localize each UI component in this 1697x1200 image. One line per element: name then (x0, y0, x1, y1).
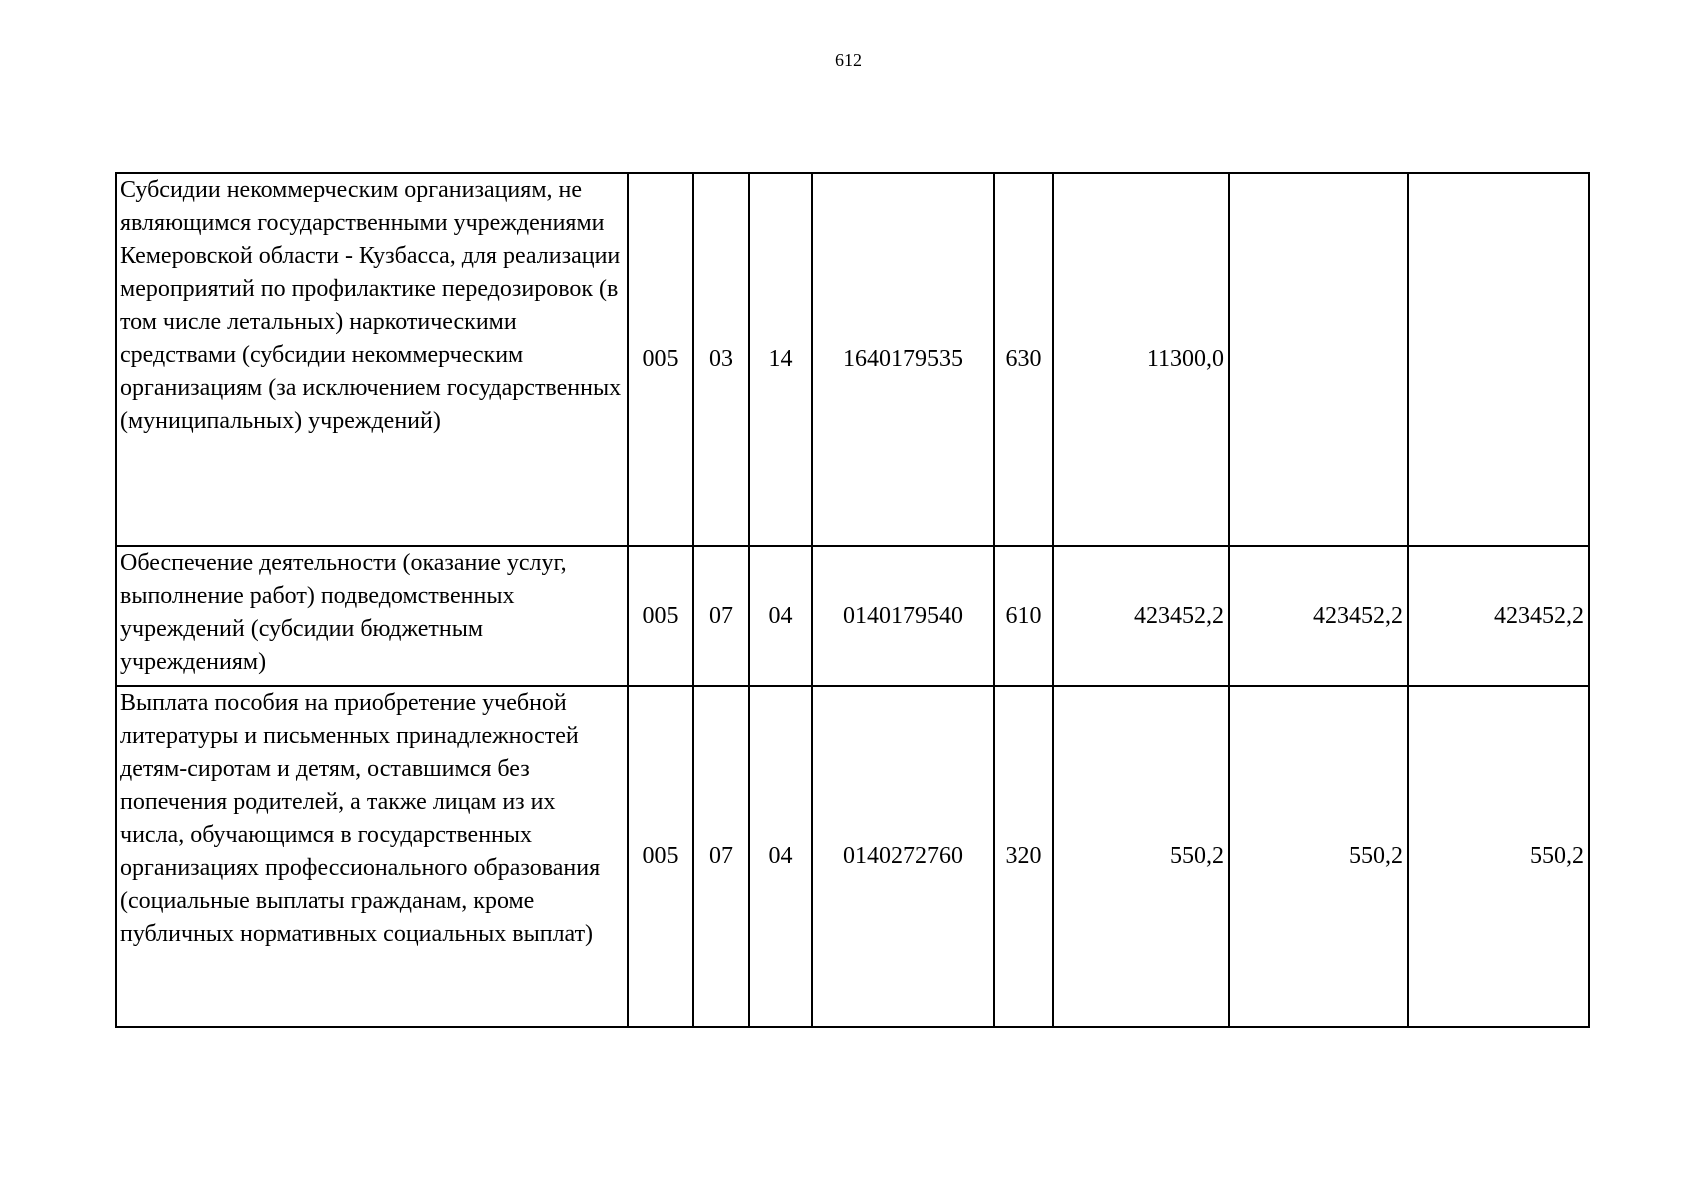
row-description: Выплата пособия на приобретение учебной литературы и письменных принадлежностей детям-сиротам и детям, оставшимся без попечения родителей, а также лицам из их числа, обучающимся в государственных организациях профессионального образования (социальные выплаты гражданам, кроме публичных нормативных социальных выплат) (116, 686, 628, 1027)
ministry-code: 005 (628, 173, 693, 546)
budget-table (115, 172, 1590, 1028)
table-row (116, 173, 1589, 546)
expense-type-code: 610 (994, 546, 1053, 686)
table-row (116, 546, 1589, 686)
subsection-code: 04 (749, 546, 812, 686)
target-article-code: 0140179540 (812, 546, 994, 686)
amount-year-1: 11300,0 (1053, 173, 1229, 546)
subsection-code: 04 (749, 686, 812, 1027)
page-number: 612 (835, 50, 862, 70)
section-code: 07 (693, 546, 749, 686)
ministry-code: 005 (628, 546, 693, 686)
amount-year-1: 550,2 (1053, 686, 1229, 1027)
row-description: Обеспечение деятельности (оказание услуг, выполнение работ) подведомственных учреждений (субсидии бюджетным учреждениям) (116, 546, 628, 686)
amount-year-3: 550,2 (1408, 686, 1589, 1027)
target-article-code: 0140272760 (812, 686, 994, 1027)
section-code: 03 (693, 173, 749, 546)
expense-type-code: 630 (994, 173, 1053, 546)
expense-type-code: 320 (994, 686, 1053, 1027)
target-article-code: 1640179535 (812, 173, 994, 546)
ministry-code: 005 (628, 686, 693, 1027)
amount-year-3 (1408, 173, 1589, 546)
amount-year-2: 550,2 (1229, 686, 1408, 1027)
subsection-code: 14 (749, 173, 812, 546)
row-description: Субсидии некоммерческим организациям, не являющимся государственными учреждениями Кемеровской области - Кузбасса, для реализации мероприятий по профилактике передозировок (в том числе летальных) наркотическими средствами (субсидии некоммерческим организациям (за исключением государственных (муниципальных) учреждений) (116, 173, 628, 546)
amount-year-3: 423452,2 (1408, 546, 1589, 686)
table-row (116, 686, 1589, 1027)
amount-year-2: 423452,2 (1229, 546, 1408, 686)
amount-year-1: 423452,2 (1053, 546, 1229, 686)
amount-year-2 (1229, 173, 1408, 546)
section-code: 07 (693, 686, 749, 1027)
